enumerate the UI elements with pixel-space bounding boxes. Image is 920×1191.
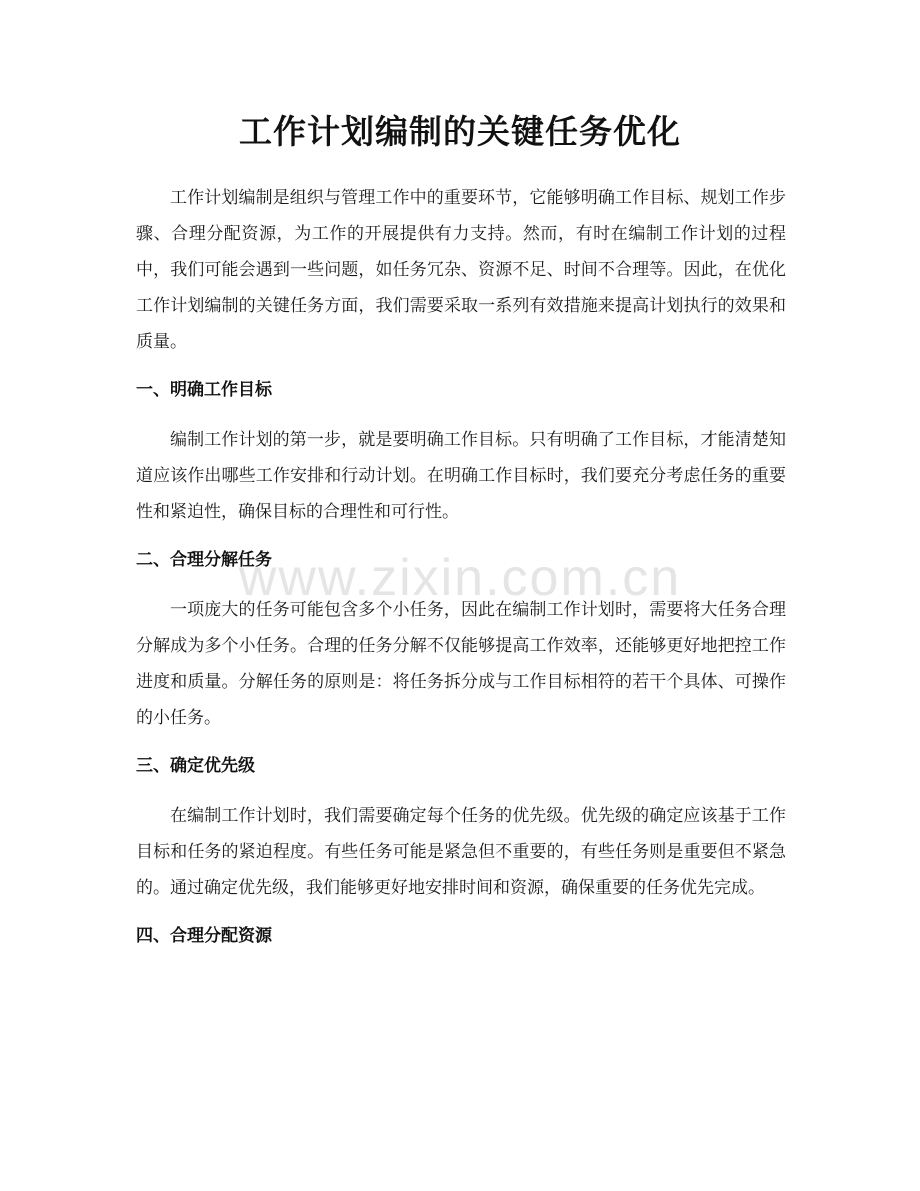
section-body-3: 在编制工作计划时，我们需要确定每个任务的优先级。优先级的确定应该基于工作目标和任务的紧迫程度。有些任务可能是紧急但不重要的，有些任务则是重要但不紧急的。通过确定优先级，我们能够更好地安排时间和资源，确保重要的任务优先完成。 [136,806,786,898]
watermark: www.zixin.com.cn [238,549,682,607]
intro-paragraph: 工作计划编制是组织与管理工作中的重要环节，它能够明确工作目标、规划工作步骤、合理分配资源，为工作的开展提供有力支持。然而，有时在编制工作计划的过程中，我们可能会遇到一些问题，如任务冗杂、资源不足、时间不合理等。因此，在优化工作计划编制的关键任务方面，我们需要采取一系列有效措施来提高计划执行的效果和质量。 [136,188,786,352]
section-heading-3: 三、确定优先级 [136,756,255,776]
page-title: 工作计划编制的关键任务优化 [239,112,681,151]
section-body-2: 一项庞大的任务可能包含多个小任务，因此在编制工作计划时，需要将大任务合理分解成为多个小任务。合理的任务分解不仅能够提高工作效率，还能够更好地把控工作进度和质量。分解任务的原则是：将任务拆分成与工作目标相符的若干个具体、可操作的小任务。 [136,600,786,728]
section-body-1: 编制工作计划的第一步，就是要明确工作目标。只有明确了工作目标，才能清楚知道应该作出哪些工作安排和行动计划。在明确工作目标时，我们要充分考虑任务的重要性和紧迫性，确保目标的合理性和可行性。 [136,430,786,522]
section-heading-2: 二、合理分解任务 [136,550,272,570]
section-heading-1: 一、明确工作目标 [136,380,272,400]
section-heading-4: 四、合理分配资源 [136,926,272,946]
document-body [136,180,786,954]
